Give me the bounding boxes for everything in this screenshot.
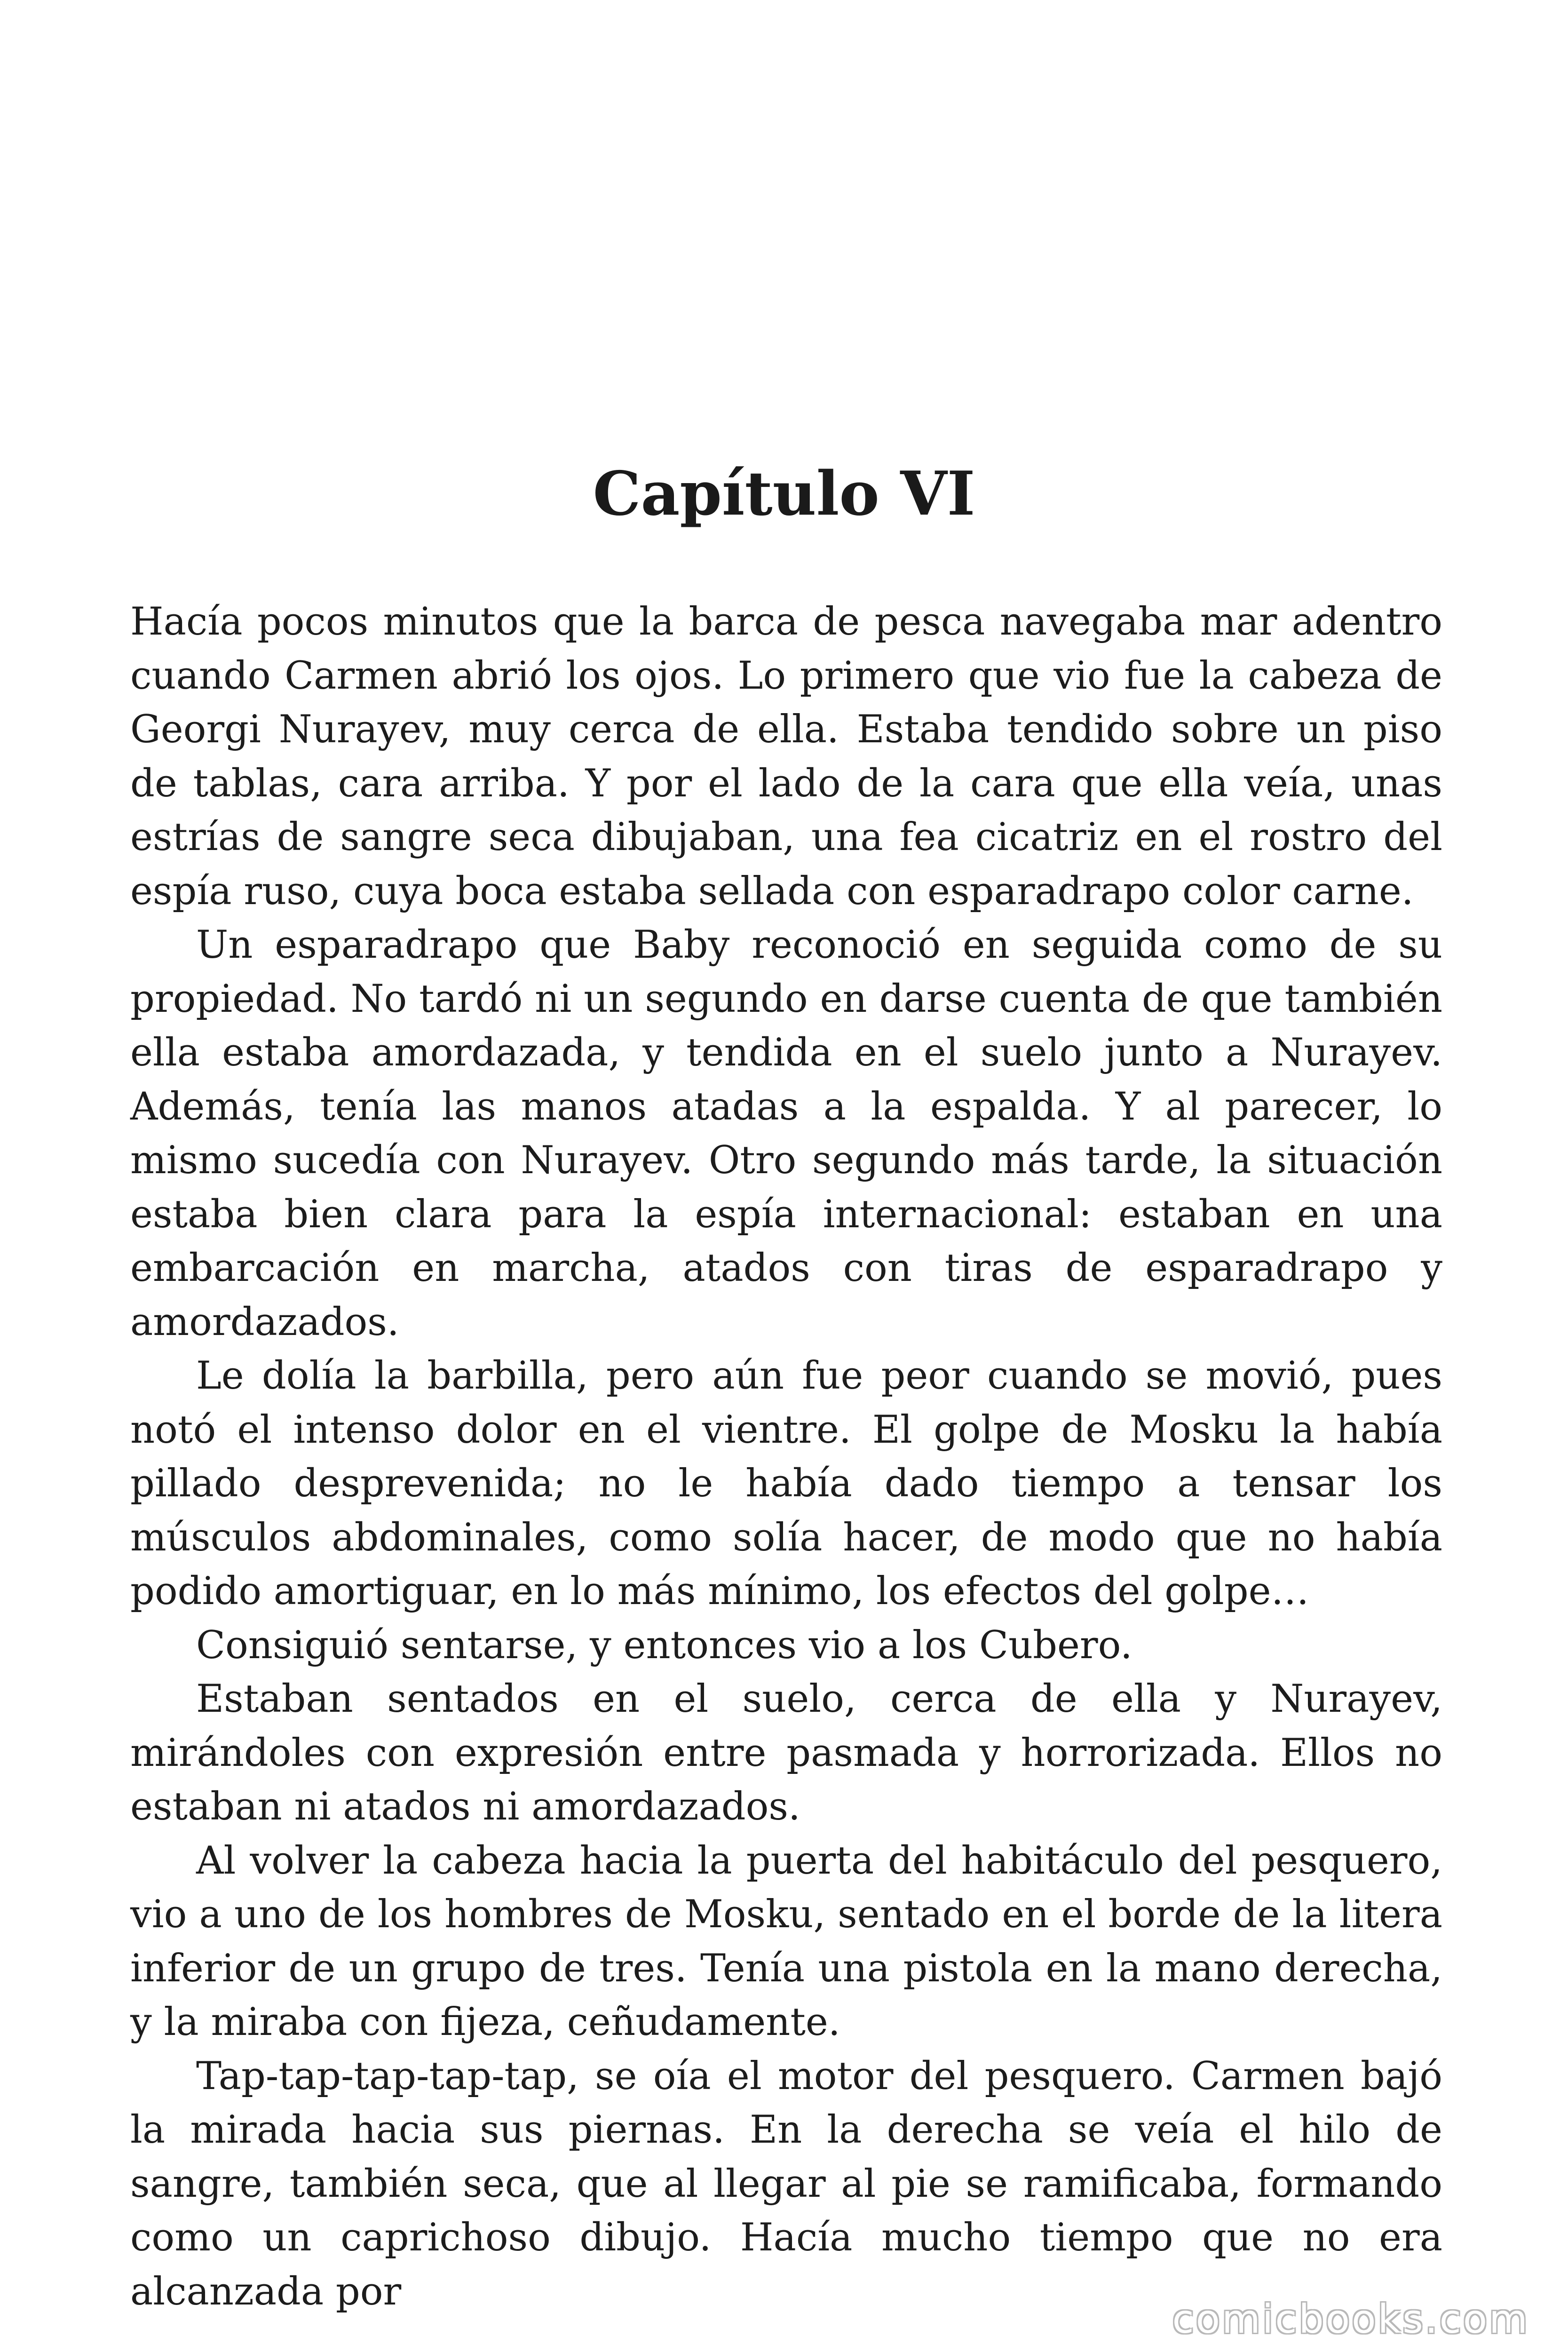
paragraph-1: Hacía pocos minutos que la barca de pesca navegaba mar adentro cuando Carmen abrió los ojos. Lo primero que vio fue la cabeza de Georgi Nurayev, muy cerca de ella. Estaba tendido sobre un piso de tablas, cara arriba. Y por el lado de la cara que ella veía, unas estrías de sangre seca dibujaban, una fea cicatriz en el rostro del espía ruso, cuya boca estaba sellada con esparadrapo color carne.	[130, 600, 1442, 914]
paragraph-4: Consiguió sentarse, y entonces vio a los Cubero.	[196, 1623, 1132, 1668]
paragraph-3: Le dolía la barbilla, pero aún fue peor cuando se movió, pues notó el intenso dolor en el vientre. El golpe de Mosku la había pillado desprevenida; no le había dado tiempo a tensar los músculos abdominales, como solía hacer, de modo que no había podido amortiguar, en lo más mínimo, los efectos del golpe…	[130, 1354, 1442, 1613]
paragraph-5: Estaban sentados en el suelo, cerca de ella y Nurayev, mirándoles con expresión entre pasmada y horrorizada. Ellos no estaban ni atados ni amordazados.	[130, 1677, 1442, 1829]
paragraph-2: Un esparadrapo que Baby reconoció en seguida como de su propiedad. No tardó ni un segundo en darse cuenta de que también ella estaba amordazada, y tendida en el suelo junto a Nurayev. Además, tenía las manos atadas a la espalda. Y al parecer, lo mismo sucedía con Nurayev. Otro segundo más tarde, la situación estaba bien clara para la espía internacional: estaban en una embarcación en marcha, atados con tiras de esparadrapo y amordazados.	[130, 923, 1442, 1344]
paragraph-7: Tap-tap-tap-tap-tap, se oía el motor del pesquero. Carmen bajó la mirada hacia sus piernas. En la derecha se veía el hilo de sangre, también seca, que al llegar al pie se ramificaba, formando como un caprichoso dibujo. Hacía mucho tiempo que no era alcanzada por	[130, 2054, 1442, 2314]
watermark: comicbooks.com	[1172, 2296, 1529, 2342]
chapter-title: Capítulo VI	[593, 459, 975, 529]
body-text	[130, 595, 1442, 2319]
paragraph-6: Al volver la cabeza hacia la puerta del habitáculo del pesquero, vio a uno de los hombres de Mosku, sentado en el borde de la litera inferior de un grupo de tres. Tenía una pistola en la mano derecha, y la miraba con fijeza, ceñudamente.	[130, 1838, 1442, 2044]
